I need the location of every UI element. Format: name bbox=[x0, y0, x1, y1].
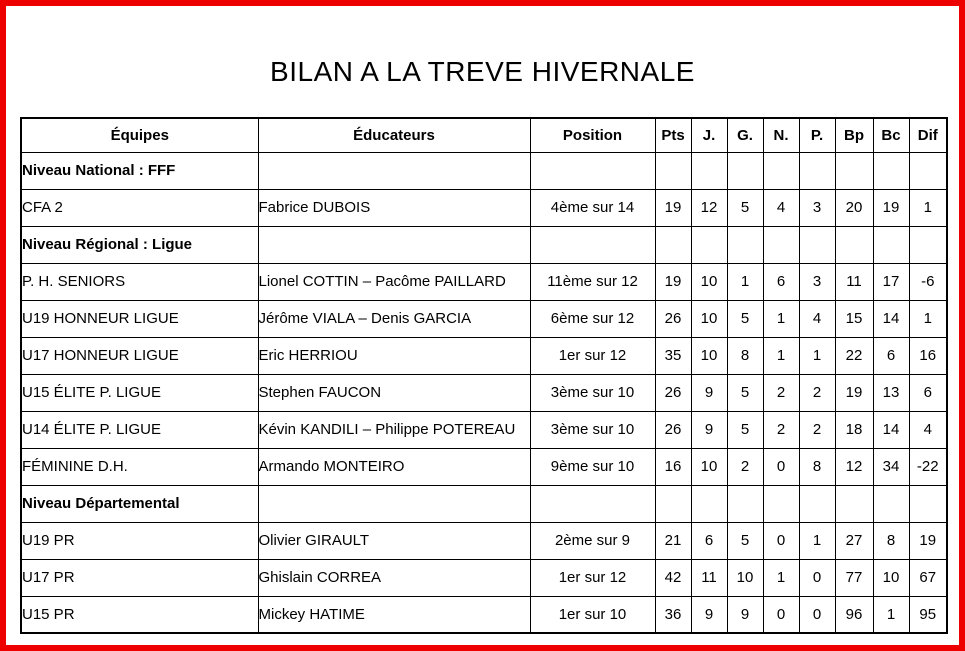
bp-cell: 19 bbox=[835, 374, 873, 411]
dif-cell: -22 bbox=[909, 448, 947, 485]
educateurs-cell: Mickey HATIME bbox=[258, 596, 530, 633]
empty-cell bbox=[691, 152, 727, 189]
nuls-cell: 1 bbox=[763, 337, 799, 374]
empty-cell bbox=[691, 226, 727, 263]
col-header-pts: Pts bbox=[655, 118, 691, 152]
empty-cell bbox=[873, 485, 909, 522]
table-header-row bbox=[21, 118, 947, 152]
gagnes-cell: 5 bbox=[727, 374, 763, 411]
pts-cell: 35 bbox=[655, 337, 691, 374]
col-header-gagnes: G. bbox=[727, 118, 763, 152]
educateurs-cell: Fabrice DUBOIS bbox=[258, 189, 530, 226]
col-header-nuls: N. bbox=[763, 118, 799, 152]
section-label: Niveau Régional : Ligue bbox=[21, 226, 258, 263]
perdus-cell: 0 bbox=[799, 596, 835, 633]
position-cell: 4ème sur 14 bbox=[530, 189, 655, 226]
pts-cell: 19 bbox=[655, 189, 691, 226]
nuls-cell: 4 bbox=[763, 189, 799, 226]
empty-cell bbox=[258, 226, 530, 263]
season-report-table bbox=[20, 117, 948, 634]
dif-cell: -6 bbox=[909, 263, 947, 300]
bp-cell: 96 bbox=[835, 596, 873, 633]
nuls-cell: 2 bbox=[763, 411, 799, 448]
position-cell: 2ème sur 9 bbox=[530, 522, 655, 559]
page-title: BILAN A LA TREVE HIVERNALE bbox=[270, 56, 695, 87]
equipe-cell: U17 PR bbox=[21, 559, 258, 596]
joues-cell: 9 bbox=[691, 374, 727, 411]
gagnes-cell: 5 bbox=[727, 522, 763, 559]
perdus-cell: 3 bbox=[799, 189, 835, 226]
joues-cell: 10 bbox=[691, 337, 727, 374]
col-header-joues: J. bbox=[691, 118, 727, 152]
team-row bbox=[21, 596, 947, 633]
empty-cell bbox=[655, 485, 691, 522]
pts-cell: 16 bbox=[655, 448, 691, 485]
empty-cell bbox=[909, 226, 947, 263]
bc-cell: 19 bbox=[873, 189, 909, 226]
educateurs-cell: Jérôme VIALA – Denis GARCIA bbox=[258, 300, 530, 337]
bp-cell: 11 bbox=[835, 263, 873, 300]
col-header-position: Position bbox=[530, 118, 655, 152]
position-cell: 1er sur 12 bbox=[530, 337, 655, 374]
joues-cell: 6 bbox=[691, 522, 727, 559]
gagnes-cell: 1 bbox=[727, 263, 763, 300]
joues-cell: 10 bbox=[691, 448, 727, 485]
col-header-perdus: P. bbox=[799, 118, 835, 152]
bp-cell: 18 bbox=[835, 411, 873, 448]
team-row bbox=[21, 374, 947, 411]
section-row bbox=[21, 485, 947, 522]
team-row bbox=[21, 448, 947, 485]
equipe-cell: FÉMININE D.H. bbox=[21, 448, 258, 485]
empty-cell bbox=[727, 152, 763, 189]
nuls-cell: 0 bbox=[763, 596, 799, 633]
pts-cell: 26 bbox=[655, 300, 691, 337]
bc-cell: 14 bbox=[873, 300, 909, 337]
joues-cell: 10 bbox=[691, 263, 727, 300]
perdus-cell: 4 bbox=[799, 300, 835, 337]
bc-cell: 6 bbox=[873, 337, 909, 374]
gagnes-cell: 2 bbox=[727, 448, 763, 485]
empty-cell bbox=[530, 226, 655, 263]
bp-cell: 20 bbox=[835, 189, 873, 226]
empty-cell bbox=[799, 152, 835, 189]
gagnes-cell: 10 bbox=[727, 559, 763, 596]
position-cell: 11ème sur 12 bbox=[530, 263, 655, 300]
pts-cell: 21 bbox=[655, 522, 691, 559]
educateurs-cell: Stephen FAUCON bbox=[258, 374, 530, 411]
bc-cell: 34 bbox=[873, 448, 909, 485]
perdus-cell: 0 bbox=[799, 559, 835, 596]
bc-cell: 17 bbox=[873, 263, 909, 300]
bp-cell: 22 bbox=[835, 337, 873, 374]
pts-cell: 36 bbox=[655, 596, 691, 633]
dif-cell: 4 bbox=[909, 411, 947, 448]
equipe-cell: U15 ÉLITE P. LIGUE bbox=[21, 374, 258, 411]
nuls-cell: 6 bbox=[763, 263, 799, 300]
bc-cell: 10 bbox=[873, 559, 909, 596]
equipe-cell: CFA 2 bbox=[21, 189, 258, 226]
pts-cell: 19 bbox=[655, 263, 691, 300]
nuls-cell: 0 bbox=[763, 522, 799, 559]
bc-cell: 14 bbox=[873, 411, 909, 448]
team-row bbox=[21, 337, 947, 374]
col-header-bp: Bp bbox=[835, 118, 873, 152]
team-row bbox=[21, 300, 947, 337]
position-cell: 6ème sur 12 bbox=[530, 300, 655, 337]
col-header-equipes: Équipes bbox=[21, 118, 258, 152]
perdus-cell: 1 bbox=[799, 522, 835, 559]
perdus-cell: 2 bbox=[799, 374, 835, 411]
team-row bbox=[21, 263, 947, 300]
nuls-cell: 0 bbox=[763, 448, 799, 485]
empty-cell bbox=[727, 485, 763, 522]
bp-cell: 12 bbox=[835, 448, 873, 485]
educateurs-cell: Kévin KANDILI – Philippe POTEREAU bbox=[258, 411, 530, 448]
nuls-cell: 2 bbox=[763, 374, 799, 411]
educateurs-cell: Olivier GIRAULT bbox=[258, 522, 530, 559]
dif-cell: 19 bbox=[909, 522, 947, 559]
team-row bbox=[21, 559, 947, 596]
nuls-cell: 1 bbox=[763, 300, 799, 337]
team-row bbox=[21, 411, 947, 448]
empty-cell bbox=[799, 226, 835, 263]
dif-cell: 67 bbox=[909, 559, 947, 596]
dif-cell: 95 bbox=[909, 596, 947, 633]
gagnes-cell: 5 bbox=[727, 189, 763, 226]
section-label: Niveau National : FFF bbox=[21, 152, 258, 189]
dif-cell: 16 bbox=[909, 337, 947, 374]
bc-cell: 1 bbox=[873, 596, 909, 633]
educateurs-cell: Ghislain CORREA bbox=[258, 559, 530, 596]
team-row bbox=[21, 189, 947, 226]
perdus-cell: 3 bbox=[799, 263, 835, 300]
dif-cell: 6 bbox=[909, 374, 947, 411]
section-row bbox=[21, 226, 947, 263]
joues-cell: 11 bbox=[691, 559, 727, 596]
perdus-cell: 1 bbox=[799, 337, 835, 374]
position-cell: 1er sur 10 bbox=[530, 596, 655, 633]
empty-cell bbox=[763, 226, 799, 263]
section-row bbox=[21, 152, 947, 189]
perdus-cell: 2 bbox=[799, 411, 835, 448]
educateurs-cell: Lionel COTTIN – Pacôme PAILLARD bbox=[258, 263, 530, 300]
col-header-educateurs: Éducateurs bbox=[258, 118, 530, 152]
position-cell: 3ème sur 10 bbox=[530, 411, 655, 448]
dif-cell: 1 bbox=[909, 300, 947, 337]
empty-cell bbox=[835, 226, 873, 263]
position-cell: 3ème sur 10 bbox=[530, 374, 655, 411]
empty-cell bbox=[258, 152, 530, 189]
team-row bbox=[21, 522, 947, 559]
pts-cell: 42 bbox=[655, 559, 691, 596]
empty-cell bbox=[258, 485, 530, 522]
empty-cell bbox=[691, 485, 727, 522]
joues-cell: 10 bbox=[691, 300, 727, 337]
pts-cell: 26 bbox=[655, 411, 691, 448]
bc-cell: 8 bbox=[873, 522, 909, 559]
equipe-cell: U17 HONNEUR LIGUE bbox=[21, 337, 258, 374]
bp-cell: 15 bbox=[835, 300, 873, 337]
bp-cell: 77 bbox=[835, 559, 873, 596]
empty-cell bbox=[763, 485, 799, 522]
equipe-cell: U19 PR bbox=[21, 522, 258, 559]
empty-cell bbox=[763, 152, 799, 189]
empty-cell bbox=[530, 152, 655, 189]
empty-cell bbox=[655, 152, 691, 189]
gagnes-cell: 5 bbox=[727, 300, 763, 337]
empty-cell bbox=[799, 485, 835, 522]
empty-cell bbox=[835, 485, 873, 522]
empty-cell bbox=[530, 485, 655, 522]
empty-cell bbox=[655, 226, 691, 263]
gagnes-cell: 8 bbox=[727, 337, 763, 374]
gagnes-cell: 9 bbox=[727, 596, 763, 633]
empty-cell bbox=[873, 152, 909, 189]
empty-cell bbox=[873, 226, 909, 263]
empty-cell bbox=[909, 152, 947, 189]
perdus-cell: 8 bbox=[799, 448, 835, 485]
joues-cell: 12 bbox=[691, 189, 727, 226]
nuls-cell: 1 bbox=[763, 559, 799, 596]
equipe-cell: U19 HONNEUR LIGUE bbox=[21, 300, 258, 337]
col-header-bc: Bc bbox=[873, 118, 909, 152]
joues-cell: 9 bbox=[691, 596, 727, 633]
gagnes-cell: 5 bbox=[727, 411, 763, 448]
equipe-cell: U14 ÉLITE P. LIGUE bbox=[21, 411, 258, 448]
bp-cell: 27 bbox=[835, 522, 873, 559]
dif-cell: 1 bbox=[909, 189, 947, 226]
position-cell: 9ème sur 10 bbox=[530, 448, 655, 485]
position-cell: 1er sur 12 bbox=[530, 559, 655, 596]
pts-cell: 26 bbox=[655, 374, 691, 411]
joues-cell: 9 bbox=[691, 411, 727, 448]
section-label: Niveau Départemental bbox=[21, 485, 258, 522]
col-header-dif: Dif bbox=[909, 118, 947, 152]
empty-cell bbox=[909, 485, 947, 522]
equipe-cell: U15 PR bbox=[21, 596, 258, 633]
empty-cell bbox=[835, 152, 873, 189]
equipe-cell: P. H. SENIORS bbox=[21, 263, 258, 300]
educateurs-cell: Armando MONTEIRO bbox=[258, 448, 530, 485]
educateurs-cell: Eric HERRIOU bbox=[258, 337, 530, 374]
bc-cell: 13 bbox=[873, 374, 909, 411]
empty-cell bbox=[727, 226, 763, 263]
